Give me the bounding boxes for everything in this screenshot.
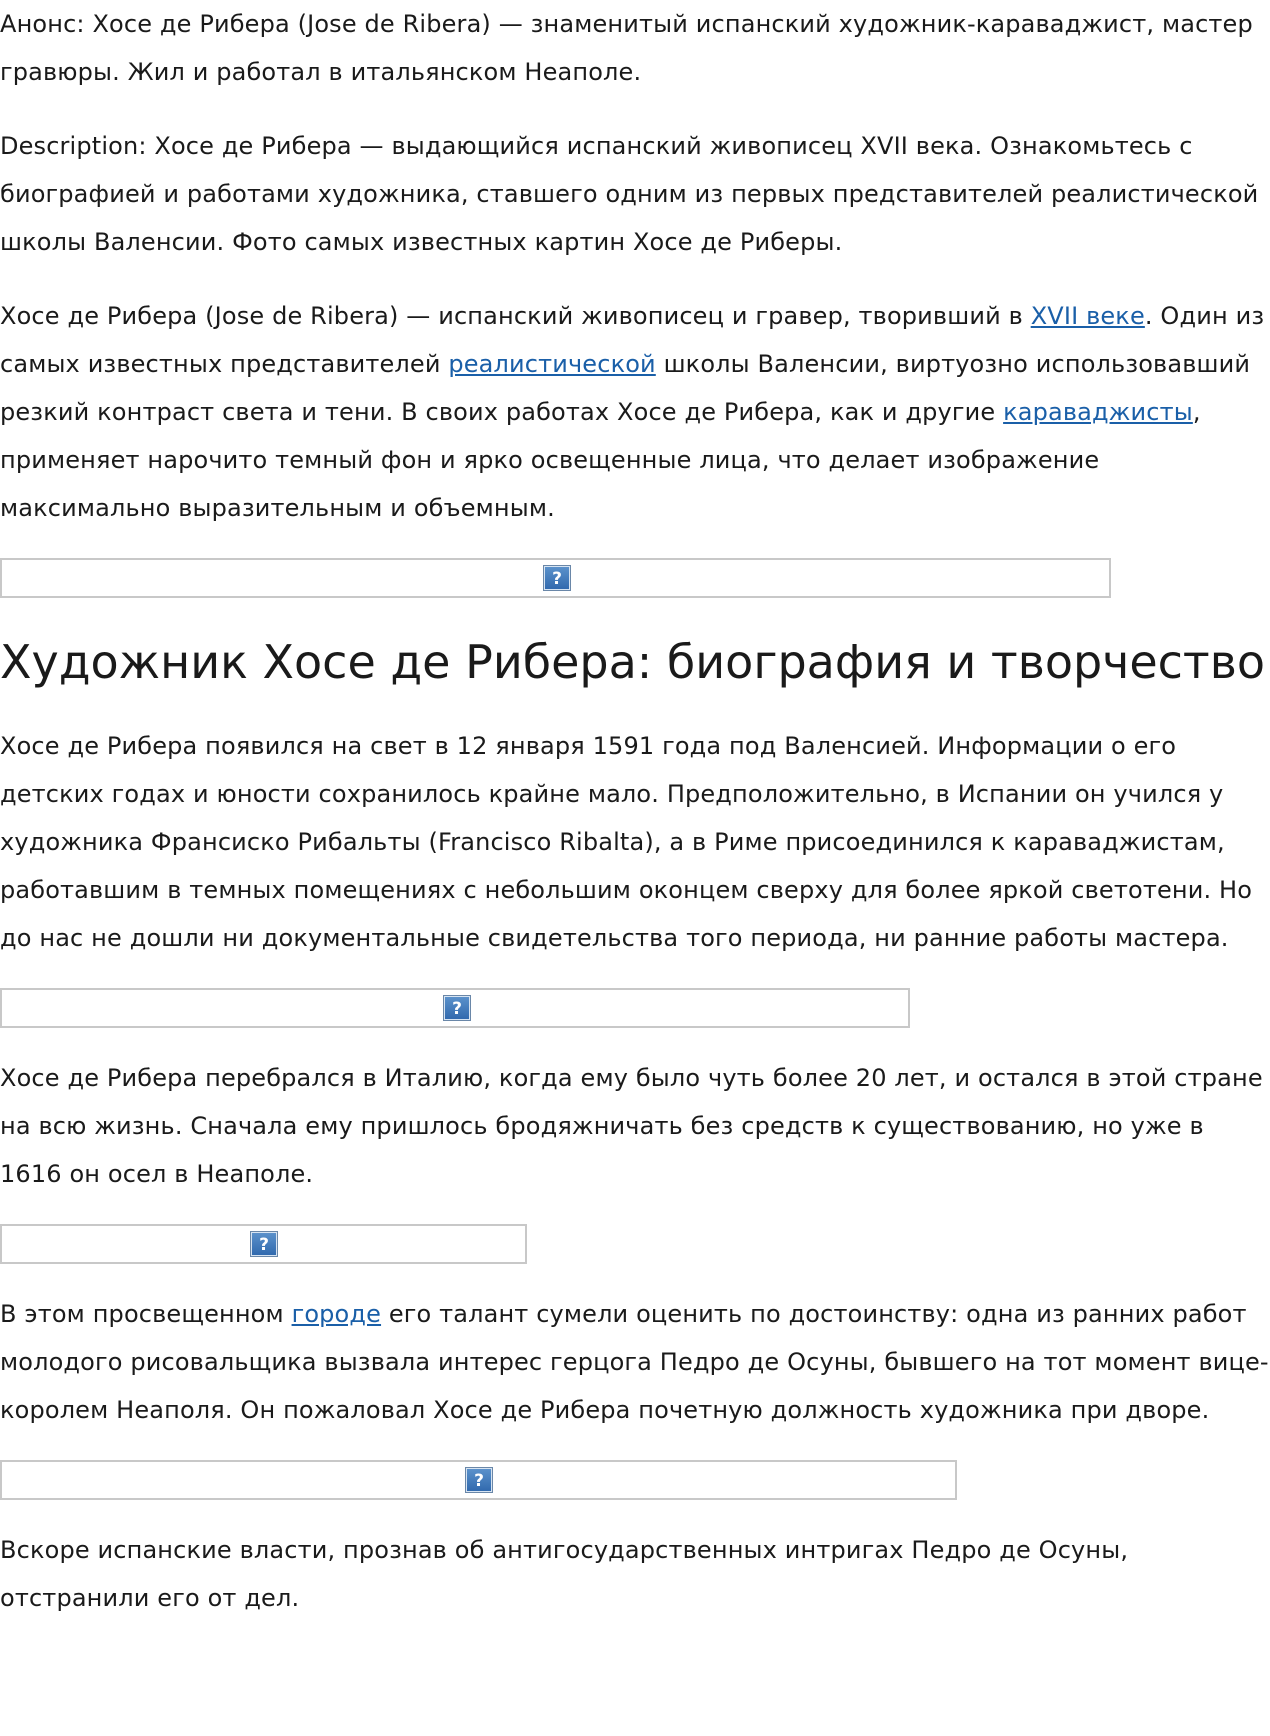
naples-text-2: его талант сумели оценить по достоинству: одна из ранних работ молодого рисовальщика вызвала интерес герцога Педро де Осуны, бывшего на тот момент вице-королем Неаполя. Он пожаловал Хосе де Рибера почетную должность художника при дворе.	[0, 1300, 1269, 1424]
link-city[interactable]: городе	[291, 1300, 382, 1328]
image-placeholder-4	[0, 1460, 957, 1500]
naples-paragraph	[0, 1290, 1270, 1434]
intro-text-2: . Один из самых известных представителей	[0, 302, 1265, 378]
naples-text-1: В этом просвещенном	[0, 1300, 292, 1328]
intro-text-4: , применяет нарочито темный фон и ярко освещенные лица, что делает изображение максимально выразительным и объемным.	[0, 398, 1201, 522]
last-paragraph: Вскоре испанские власти, прознав об антигосударственных интригах Педро де Осуны, отстранили его от дел.	[0, 1536, 1129, 1612]
intro-text-3: школы Валенсии, виртуозно использовавший резкий контраст света и тени. В своих работах Хосе де Рибера, как и другие	[0, 350, 1251, 426]
intro-text-1: Хосе де Рибера (Jose de Ribera) — испанский живописец и гравер, творивший в	[0, 302, 1031, 330]
broken-image-icon: ?	[543, 565, 571, 591]
image-placeholder-1	[0, 558, 1111, 598]
link-realistic[interactable]: реалистической	[448, 350, 656, 378]
italy-paragraph: Хосе де Рибера перебрался в Италию, когда ему было чуть более 20 лет, и остался в этой стране на всю жизнь. Сначала ему пришлось бродяжничать без средств к существованию, но уже в 1616 он осел в Неаполе.	[0, 1064, 1263, 1188]
link-xvii-century[interactable]: XVII веке	[1030, 302, 1145, 330]
image-placeholder-3	[0, 1224, 527, 1264]
description-paragraph: Description: Хосе де Рибера — выдающийся испанский живописец XVII века. Ознакомьтесь с биографией и работами художника, ставшего одним из первых представителей реалистической школы Валенсии. Фото самых известных картин Хосе де Риберы.	[0, 132, 1259, 256]
link-caravaggisti[interactable]: караваджисты	[1003, 398, 1193, 426]
intro-paragraph	[0, 292, 1270, 532]
image-placeholder-2	[0, 988, 910, 1028]
anons-paragraph: Анонс: Хосе де Рибера (Jose de Ribera) — знаменитый испанский художник-караваджист, мастер гравюры. Жил и работал в итальянском Неаполе.	[0, 10, 1253, 86]
broken-image-icon: ?	[250, 1231, 278, 1257]
section-heading: Художник Хосе де Рибера: биография и творчество	[0, 635, 1265, 689]
broken-image-icon: ?	[443, 995, 471, 1021]
biography-paragraph: Хосе де Рибера появился на свет в 12 января 1591 года под Валенсией. Информации о его детских годах и юности сохранилось крайне мало. Предположительно, в Испании он учился у художника Франсиско Рибальты (Francisco Ribalta), а в Риме присоединился к караваджистам, работавшим в темных помещениях с небольшим оконцем сверху для более яркой светотени. Но до нас не дошли ни документальные свидетельства того периода, ни ранние работы мастера.	[0, 732, 1253, 952]
broken-image-icon: ?	[465, 1467, 493, 1493]
